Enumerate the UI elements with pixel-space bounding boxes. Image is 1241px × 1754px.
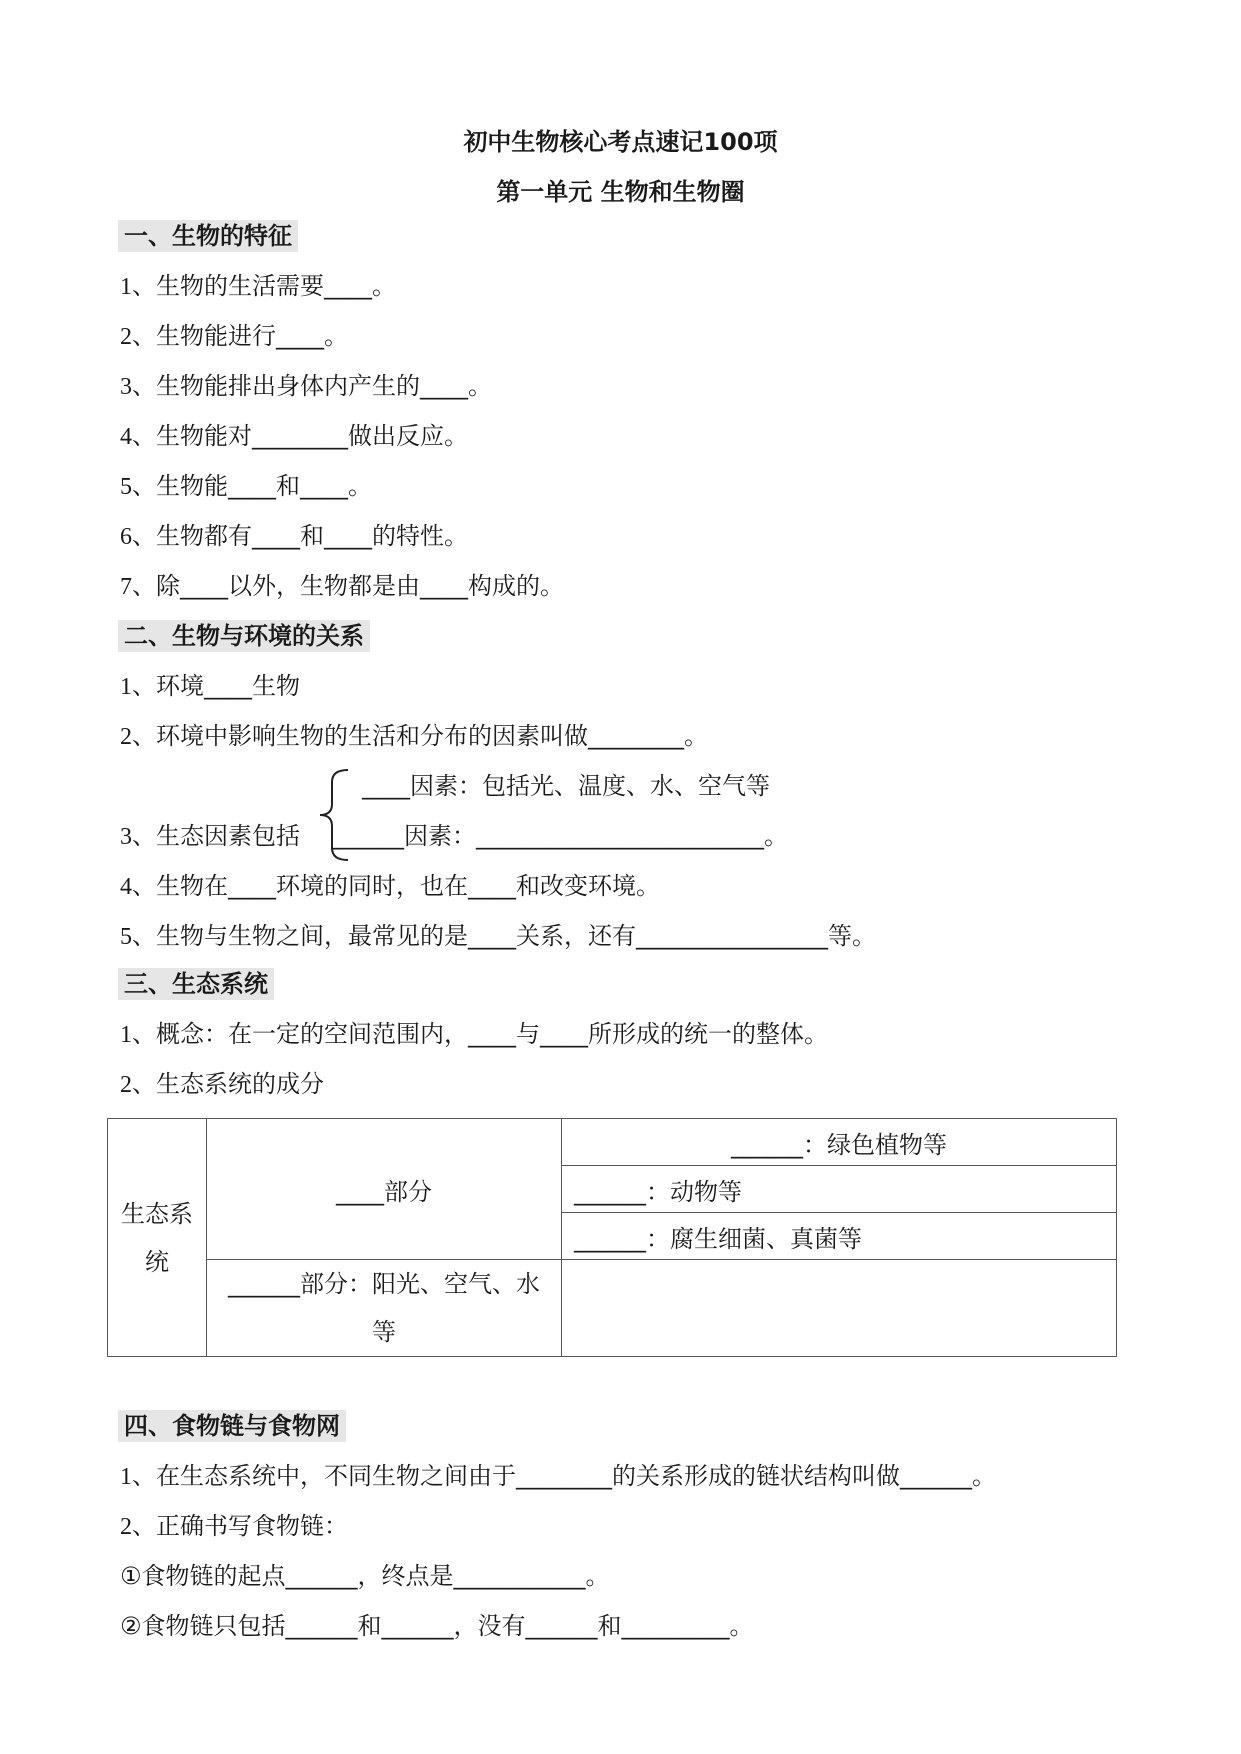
list-item: 4、生物能对________做出反应。 (120, 422, 468, 450)
unit-title: 第一单元 生物和生物圈 (496, 178, 745, 206)
empty-cell (562, 1260, 1117, 1357)
list-item: 3、生态因素包括 (120, 822, 300, 850)
list-item: 2、正确书写食物链： (120, 1512, 348, 1540)
consumer-cell: ______：动物等 (562, 1166, 1117, 1213)
list-item: ①食物链的起点______，终点是___________。 (120, 1562, 610, 1590)
section-heading-4: 四、食物链与食物网 (118, 1410, 346, 1442)
abiotic-factor-line: ____因素：包括光、温度、水、空气等 (362, 772, 770, 800)
section-heading-2: 二、生物与环境的关系 (118, 620, 370, 652)
section-heading-1: 一、生物的特征 (118, 220, 298, 252)
list-item: 2、生态系统的成分 (120, 1070, 324, 1098)
decomposer-cell: ______：腐生细菌、真菌等 (562, 1213, 1117, 1260)
list-item: 6、生物都有____和____的特性。 (120, 522, 468, 550)
section-heading-3: 三、生态系统 (118, 968, 274, 1000)
biotic-part-cell: ____部分 (207, 1119, 562, 1260)
list-item: 2、环境中影响生物的生活和分布的因素叫做________。 (120, 722, 708, 750)
list-item: 5、生物能____和____。 (120, 472, 372, 500)
list-item: 7、除____以外，生物都是由____构成的。 (120, 572, 564, 600)
list-item: 1、环境____生物 (120, 672, 300, 700)
list-item: ②食物链只包括______和______，没有______和_________。 (120, 1612, 754, 1640)
list-item: 1、概念：在一定的空间范围内，____与____所形成的统一的整体。 (120, 1020, 828, 1048)
list-item: 4、生物在____环境的同时，也在____和改变环境。 (120, 872, 660, 900)
ecosystem-components-table (107, 1118, 1117, 1357)
producer-cell: ______：绿色植物等 (562, 1119, 1117, 1166)
biotic-factor-line: ______因素：________________________。 (332, 822, 788, 850)
list-item: 1、在生态系统中，不同生物之间由于________的关系形成的链状结构叫做______。 (120, 1462, 996, 1490)
list-item: 2、生物能进行____。 (120, 322, 348, 350)
abiotic-part-cell: ______部分：阳光、空气、水等 (207, 1260, 562, 1357)
list-item: 5、生物与生物之间，最常见的是____关系，还有________________等。 (120, 922, 876, 950)
ecosystem-root-cell: 生态系统 (108, 1119, 207, 1357)
page-title: 初中生物核心考点速记100项 (463, 128, 778, 156)
list-item: 1、生物的生活需要____。 (120, 272, 396, 300)
list-item: 3、生物能排出身体内产生的____。 (120, 372, 492, 400)
